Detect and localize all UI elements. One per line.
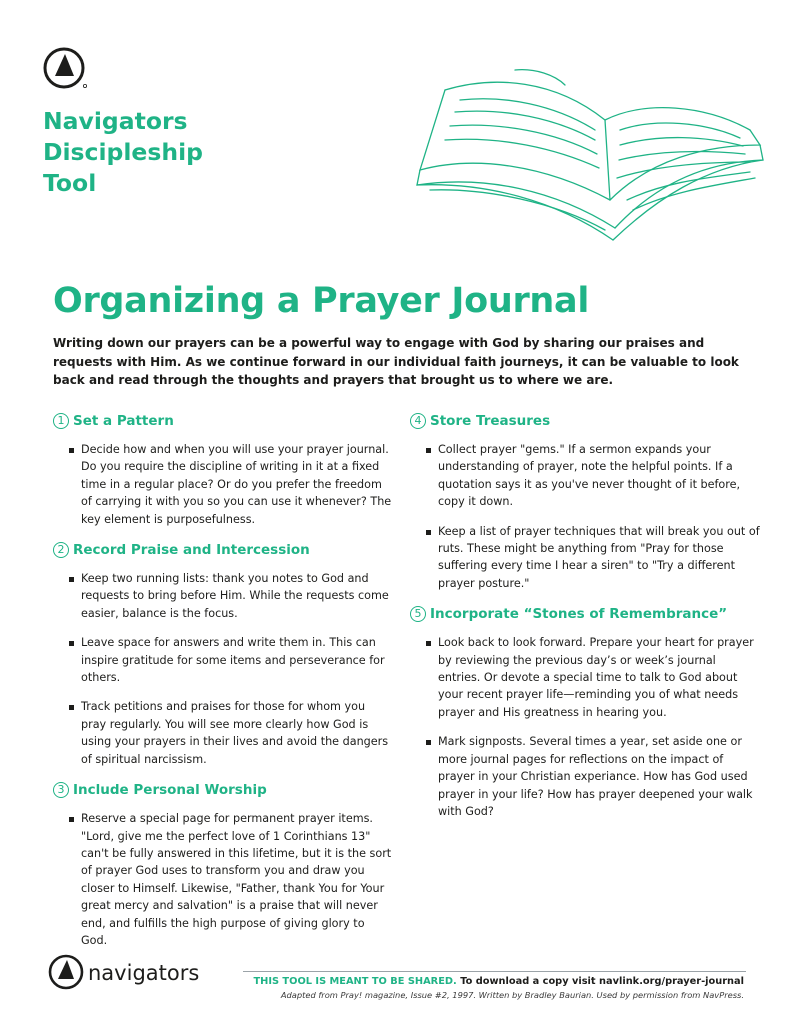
navigators-wordmark-logo [47,953,207,991]
section-number-badge: 4 [410,413,426,429]
bullet-item: Mark signposts. Several times a year, set aside one or more journal pages for reflections on the impact of prayer in your Christian experiance. How has God used prayer in your life? How has prayer deepened your walk with God? [410,733,760,820]
tool-title [43,106,203,199]
section-heading [410,604,760,624]
section-title: Include Personal Worship [73,782,267,799]
share-label: THIS TOOL IS MEANT TO BE SHARED. [253,976,457,987]
section-store-treasures [410,411,760,592]
section-heading [410,411,760,431]
download-text: To download a copy visit navlink.org/prayer-journal [460,976,744,987]
open-book-illustration [405,50,775,250]
navigators-wordmark: navigators [88,961,200,985]
bullet-item: Keep a list of prayer techniques that will break you out of ruts. These might be anything from "Pray for those suffering every time I hear a siren" to "Try a different prayer posture." [410,523,760,593]
section-heading [53,411,393,431]
bullet-item: Track petitions and praises for those for whom you pray regularly. You will see more clearly how God is using your prayers in their lives and avoid the dangers of spiritual narcissism. [53,698,393,768]
section-title: Store Treasures [430,413,551,429]
section-title: Record Praise and Intercession [73,542,310,559]
section-title: Incorporate “Stones of Remembrance” [430,606,728,623]
bullet-item: Reserve a special page for permanent prayer items. "Lord, give me the perfect love of 1 Corinthians 13" can't be fully answered in this lifetime, but it is the sort of prayer God uses to transform you and draw you closer to Himself. Likewise, "Father, thank You for Your great mercy and salvation" is a praise that will never end, and fulfills the high purpose of giving glory to God. [53,810,393,949]
left-column [53,411,393,961]
tool-title-line: Navigators [43,107,188,135]
footer-share-line [253,976,744,987]
section-stones-of-remembrance [410,604,760,820]
section-number-badge: 1 [53,413,69,429]
bullet-item: Collect prayer "gems." If a sermon expands your understanding of prayer, note the helpful points. If a quotation says it as you've never thought of it before, copy it down. [410,441,760,511]
page-title: Organizing a Prayer Journal [53,281,590,321]
section-title: Set a Pattern [73,413,174,429]
tool-title-line: Discipleship [43,138,203,166]
footer-divider [243,971,746,972]
bullet-item: Leave space for answers and write them in. This can inspire gratitude for some items and perseverance for others. [53,634,393,686]
section-heading [53,540,393,560]
bullet-item: Look back to look forward. Prepare your heart for prayer by reviewing the previous day’s or week’s journal entries. Or devote a special time to talk to God about your recent prayer life—reminding you of what needs prayer and His greatness in hearing you. [410,634,760,721]
section-set-a-pattern [53,411,393,528]
bullet-item: Keep two running lists: thank you notes to God and requests to bring before Him. While the requests come easier, balance is the focus. [53,570,393,622]
footer-credit: Adapted from Pray! magazine, Issue #2, 1997. Written by Bradley Baurian. Used by permission from NavPress. [280,990,744,1000]
right-column [410,411,760,832]
section-personal-worship [53,780,393,949]
section-record-praise [53,540,393,768]
section-number-badge: 2 [53,542,69,558]
section-heading [53,780,393,800]
intro-paragraph: Writing down our prayers can be a powerful way to engage with God by sharing our praises and requests with Him. As we continue forward in our individual faith journeys, it can be valuable to look back and read through the thoughts and prayers that brought us to where we are. [53,336,739,387]
section-number-badge: 5 [410,606,426,622]
tool-title-line: Tool [43,169,97,197]
section-number-badge: 3 [53,782,69,798]
navigators-logo-icon [43,46,89,90]
bullet-item: Decide how and when you will use your prayer journal. Do you require the discipline of writing in it at a fixed time in a regular place? Or do you prefer the freedom of carrying it with you so you can use it whenever? The key element is purposefulness. [53,441,393,528]
